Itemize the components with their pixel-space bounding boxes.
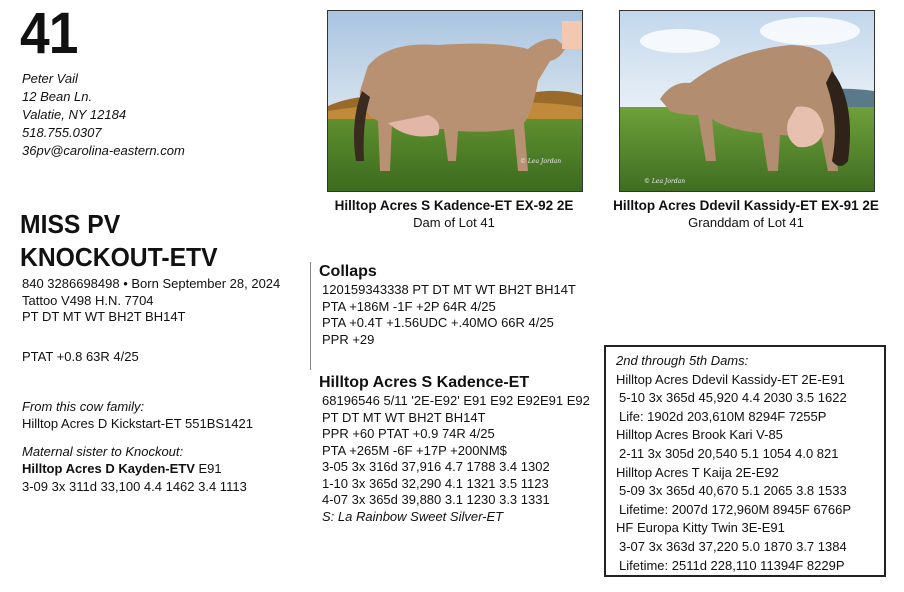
dam-sire-line: S: La Rainbow Sweet Silver-ET — [322, 508, 504, 524]
animal-name-line2: KNOCKOUT-ETV — [20, 242, 218, 272]
dam-record: 3-05 3x 316d 37,916 4.7 1788 3.4 1302 — [322, 459, 550, 474]
dams-box-heading: 2nd through 5th Dams: — [616, 353, 749, 368]
cow-image — [620, 11, 874, 191]
granddam-photo — [619, 10, 875, 192]
dam-name: Hilltop Acres S Kadence-ET — [319, 374, 530, 391]
cow-family — [22, 399, 253, 432]
cow-family-member: Hilltop Acres D Kickstart-ET 551BS1421 — [22, 415, 253, 431]
dam-line: PTA +265M -6F +17P +200NM$ — [322, 442, 507, 458]
dam-line: PPR +60 PTAT +0.9 74R 4/25 — [322, 426, 495, 441]
lot-number: 41 — [20, 1, 78, 66]
sire-line: PTA +0.4T +1.56UDC +.40MO 66R 4/25 — [322, 315, 554, 330]
dam-photo — [327, 10, 583, 192]
cow-image — [328, 11, 582, 191]
dam-record: 1-10 3x 365d 32,290 4.1 1321 3.5 1123 — [322, 475, 549, 491]
granddam-photo-title: Hilltop Acres Ddevil Kassidy-ET EX-91 2E — [613, 198, 879, 213]
consignor-email: 36pv@carolina-eastern.com — [22, 143, 185, 158]
dam-4-name: Hilltop Acres T Kaija 2E-E92 — [616, 464, 779, 480]
dam-photo-title: Hilltop Acres S Kadence-ET EX-92 2E — [334, 198, 574, 213]
animal-name — [20, 208, 218, 274]
dam-5-name: HF Europa Kitty Twin 3E-E91 — [616, 520, 785, 536]
granddam-photo-caption — [606, 197, 886, 231]
dam-5-lifetime: Lifetime: 2511d 228,110 11394F 8229P — [619, 557, 845, 573]
dam-line: PT DT MT WT BH2T BH14T — [322, 409, 486, 425]
dam-4-lifetime: Lifetime: 2007d 172,960M 8945F 6766P — [619, 501, 852, 517]
dam-2-lifetime: Life: 1902d 203,610M 8294F 7255P — [619, 408, 827, 424]
section-divider — [310, 262, 311, 370]
granddam-photo-subtitle: Granddam of Lot 41 — [688, 215, 804, 230]
maternal-sister-label: Maternal sister to Knockout: — [22, 444, 184, 459]
consignor-phone: 518.755.0307 — [22, 125, 102, 140]
photo-watermark: © Lea Jordan — [644, 178, 686, 185]
animal-id-line: 840 3286698498 • Born September 28, 2024 — [22, 276, 281, 291]
sire-section — [319, 262, 576, 348]
maternal-sister-classification: E91 — [194, 460, 222, 476]
photo-watermark: © Lea Jordan — [520, 158, 562, 165]
dam-record: 4-07 3x 365d 39,880 3.1 1230 3.3 1331 — [322, 492, 550, 507]
dam-3-record: 2-11 3x 305d 20,540 5.1 1054 4.0 821 — [619, 445, 839, 461]
maternal-sister — [22, 444, 247, 496]
sire-line: PTA +186M -1F +2P 64R 4/25 — [322, 298, 496, 314]
dam-2-record: 5-10 3x 365d 45,920 4.4 2030 3.5 1622 — [619, 390, 847, 406]
animal-details — [22, 276, 280, 326]
dam-line: 68196546 5/11 '2E-E92' E91 E92 E92E91 E92 — [322, 393, 590, 408]
dam-photo-caption — [317, 197, 591, 231]
dam-photo-subtitle: Dam of Lot 41 — [413, 215, 495, 230]
consignor-address-line2: Valatie, NY 12184 — [22, 107, 127, 122]
animal-name-line1: MISS PV — [20, 209, 121, 239]
dam-2-name: Hilltop Acres Ddevil Kassidy-ET 2E-E91 — [616, 371, 845, 387]
animal-tattoo-line: Tattoo V498 H.N. 7704 — [22, 292, 154, 308]
sire-line: PPR +29 — [322, 331, 375, 347]
dam-3-name: Hilltop Acres Brook Kari V-85 — [616, 427, 783, 443]
consignor-address-line1: 12 Bean Ln. — [22, 89, 93, 104]
consignor-name: Peter Vail — [22, 71, 78, 86]
cow-family-label: From this cow family: — [22, 399, 145, 414]
dam-5-record: 3-07 3x 363d 37,220 5.0 1870 3.7 1384 — [619, 538, 847, 554]
dams-box — [604, 345, 886, 577]
dam-4-record: 5-09 3x 365d 40,670 5.1 2065 3.8 1533 — [619, 483, 847, 499]
consignor-info — [22, 70, 185, 160]
dam-section — [319, 373, 590, 525]
maternal-sister-name-line — [22, 461, 247, 478]
maternal-sister-record: 3-09 3x 311d 33,100 4.4 1462 3.4 1113 — [22, 479, 247, 494]
sire-name: Collaps — [319, 263, 377, 280]
animal-free-line: PT DT MT WT BH2T BH14T — [22, 309, 186, 324]
sire-line: 120159343338 PT DT MT WT BH2T BH14T — [322, 282, 576, 297]
maternal-sister-name: Hilltop Acres D Kayden-ETV — [22, 460, 195, 476]
animal-ptat: PTAT +0.8 63R 4/25 — [22, 349, 139, 364]
